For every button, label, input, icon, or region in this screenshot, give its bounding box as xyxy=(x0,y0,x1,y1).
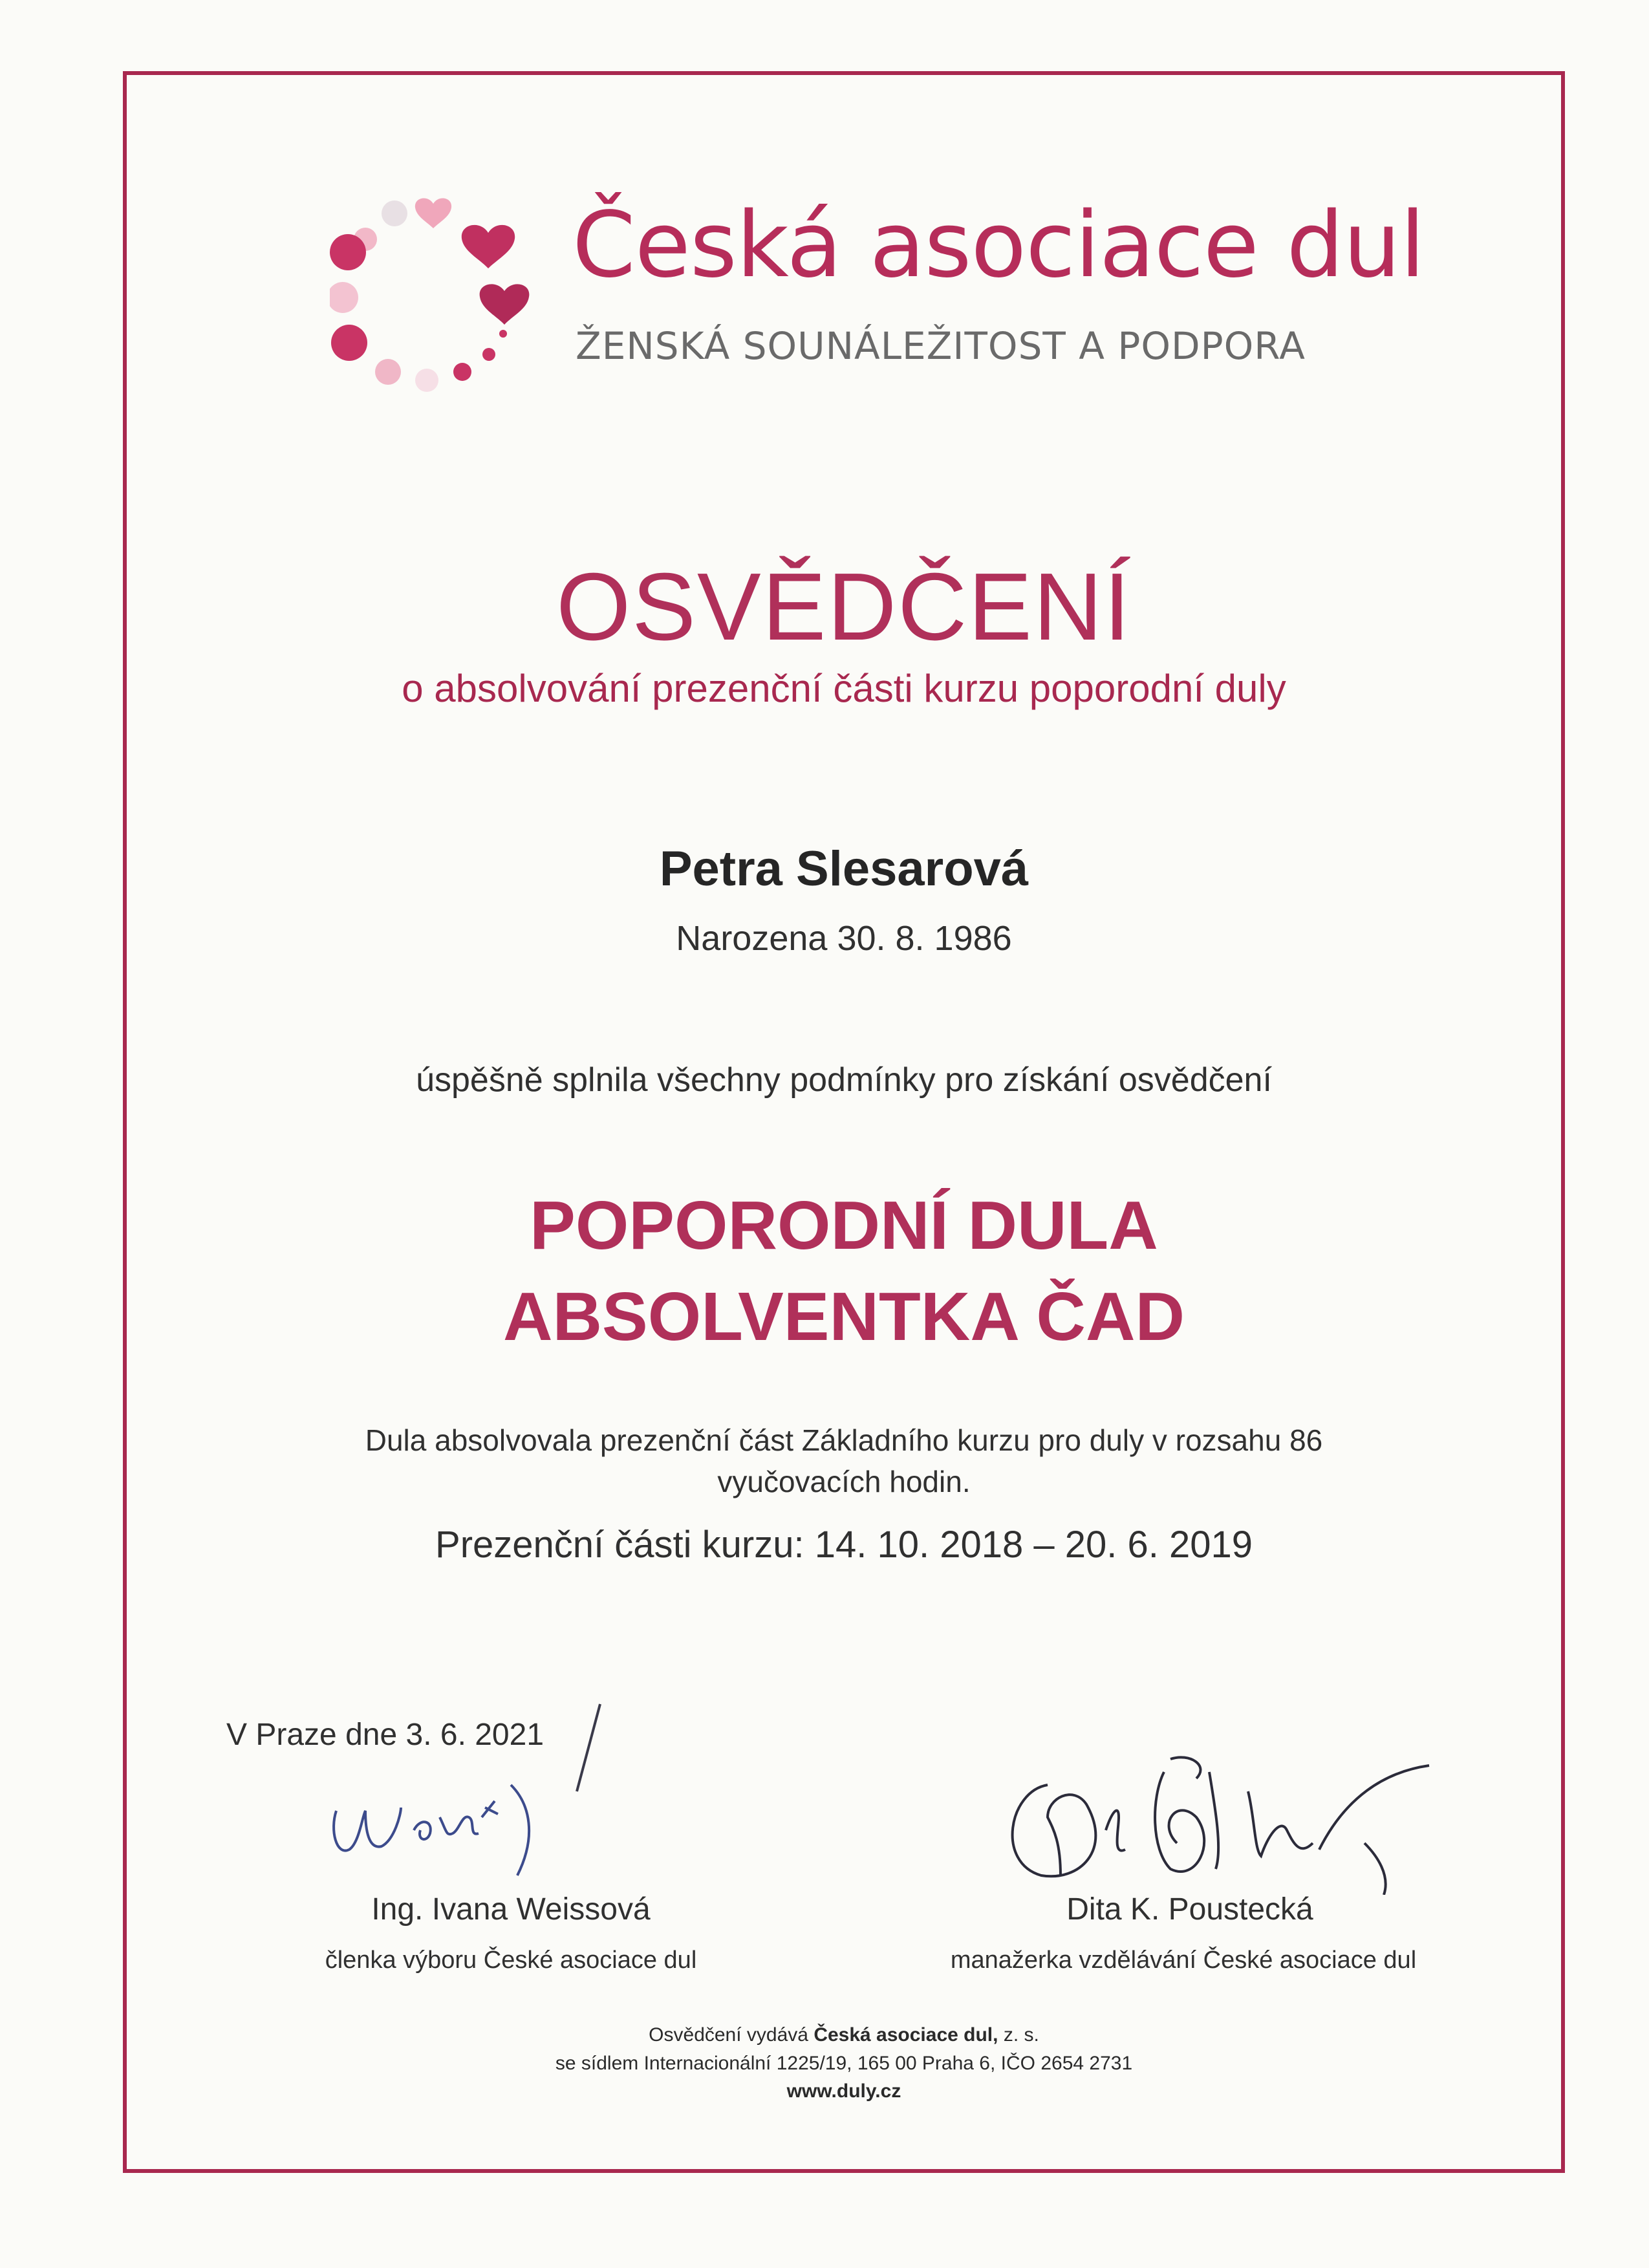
course-line-2: vyučovacích hodin. xyxy=(717,1465,971,1499)
issuer-line: Osvědčení vydává Česká asociace dul, z. s. xyxy=(649,2024,1039,2046)
pen-stroke-mark xyxy=(569,1701,608,1798)
organization-tagline: ŽENSKÁ SOUNÁLEŽITOST A PODPORA xyxy=(576,324,1306,368)
signature-weissova xyxy=(323,1772,556,1882)
issuer-address: se sídlem Internacionální 1225/19, 165 00 Praha 6, IČO 2654 2731 xyxy=(555,2052,1133,2074)
signatory-1-role: členka výboru České asociace dul xyxy=(325,1947,697,1974)
hearts-circle-logo-icon xyxy=(330,188,543,407)
certificate-title: OSVĚDČENÍ xyxy=(556,554,1132,660)
signatory-2-role: manažerka vzdělávání České asociace dul xyxy=(950,1947,1417,1974)
course-line-1: Dula absolvovala prezenční část Základního kurzu pro duly v rozsahu 86 xyxy=(365,1423,1323,1457)
course-period: Prezenční části kurzu: 14. 10. 2018 – 20. 6. 2019 xyxy=(435,1524,1253,1566)
issuer-name: Česká asociace dul, xyxy=(814,2024,998,2046)
recipient-name: Petra Slesarová xyxy=(659,841,1029,896)
degree-line-1: POPORODNÍ DULA xyxy=(530,1187,1158,1264)
place-and-date: V Praze dne 3. 6. 2021 xyxy=(226,1718,544,1752)
birth-date: Narozena 30. 8. 1986 xyxy=(676,919,1012,958)
website-link[interactable]: www.duly.cz xyxy=(786,2080,901,2102)
signature-poustecka xyxy=(976,1733,1442,1895)
certificate-subtitle: o absolvování prezenční části kurzu poporodní duly xyxy=(402,667,1286,710)
issuer-footer xyxy=(123,2021,1565,2106)
organization-name: Česká asociace dul xyxy=(572,193,1425,298)
course-description xyxy=(123,1420,1565,1503)
degree-line-2: ABSOLVENTKA ČAD xyxy=(502,1278,1185,1355)
signatory-1-name: Ing. Ivana Weissová xyxy=(371,1892,651,1927)
signatory-2-name: Dita K. Poustecká xyxy=(1066,1892,1313,1927)
degree-title xyxy=(123,1180,1565,1363)
completion-statement: úspěšně splnila všechny podmínky pro získání osvědčení xyxy=(416,1061,1272,1099)
